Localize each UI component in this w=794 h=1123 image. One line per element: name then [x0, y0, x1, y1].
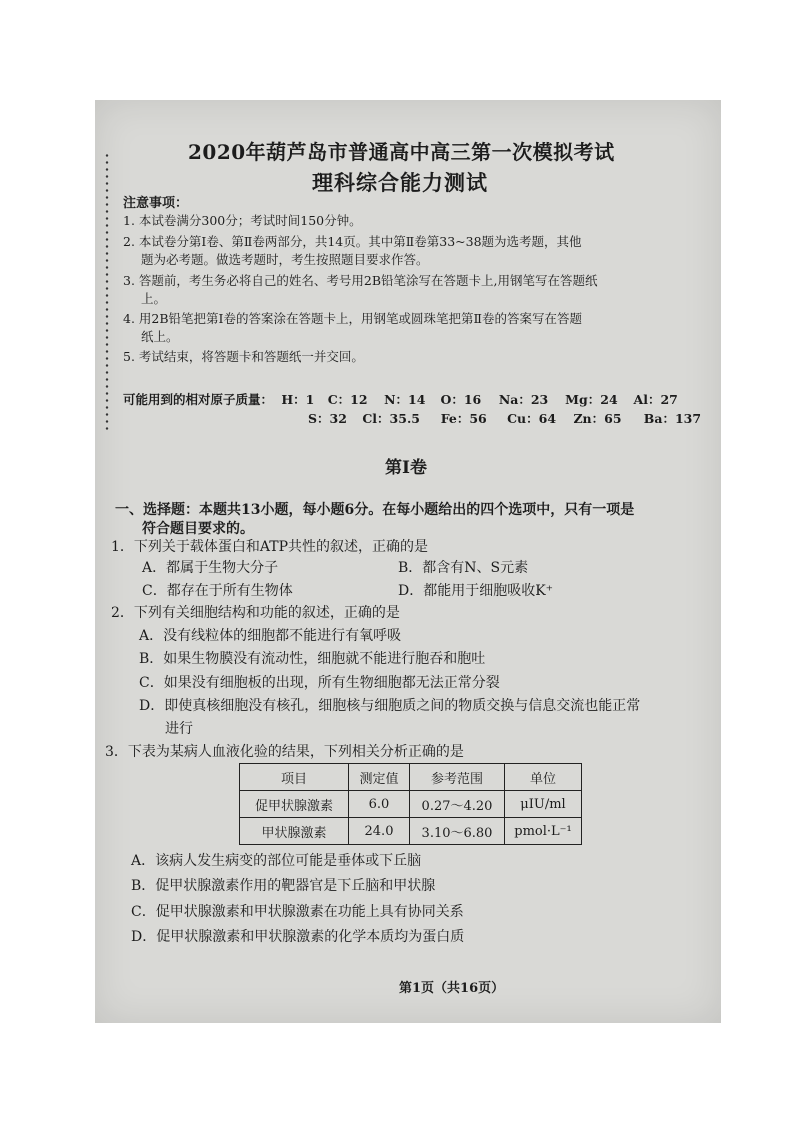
question-2-option-b: B．如果生物膜没有流动性，细胞就不能进行胞吞和胞吐: [139, 651, 486, 667]
question-2-option-a: A．没有线粒体的细胞都不能进行有氧呼吸: [139, 628, 402, 644]
atomic-masses-row1: [123, 390, 678, 408]
exam-title: 2020年葫芦岛市普通高中高三第一次模拟考试: [188, 140, 615, 164]
blood-test-table: [239, 763, 582, 845]
note-item: 1. 本试卷满分300分；考试时间150分钟。: [123, 213, 362, 228]
note-item: 纸上。: [141, 329, 179, 344]
table-cell: μIU/ml: [505, 791, 582, 818]
mass-value: H：1: [281, 392, 315, 407]
question-2-option-c: C．如果没有细胞板的出现，所有生物细胞都无法正常分裂: [139, 675, 500, 691]
exam-paper: [95, 100, 721, 1023]
mass-value: Cl：35.5: [362, 411, 421, 426]
question-3-option-c: C．促甲状腺激素和甲状腺激素在功能上具有协同关系: [131, 904, 464, 920]
table-cell: 甲状腺激素: [240, 818, 349, 845]
table-cell: 3.10～6.80: [410, 818, 505, 845]
note-item: 5. 考试结束，将答题卡和答题纸一并交回。: [123, 349, 364, 364]
mass-value: Fe：56: [440, 411, 487, 426]
question-2-option-d-cont: 进行: [165, 721, 193, 737]
table-cell: 6.0: [349, 791, 410, 818]
question-1-option-a: A．都属于生物大分子: [142, 560, 279, 576]
notes-heading: 注意事项：: [123, 196, 189, 211]
question-3-option-a: A．该病人发生病变的部位可能是垂体或下丘脑: [131, 853, 422, 869]
instructions-line1: 一、选择题：本题共13小题，每小题6分。在每小题给出的四个选项中，只有一项是: [115, 502, 635, 518]
question-1-option-d: D．都能用于细胞吸收K⁺: [398, 583, 554, 599]
atomic-masses-label: 可能用到的相对原子质量：: [123, 392, 274, 407]
table-cell: 24.0: [349, 818, 410, 845]
question-3-option-d: D．促甲状腺激素和甲状腺激素的化学本质均为蛋白质: [131, 929, 465, 945]
page-footer: 第1页（共16页）: [399, 981, 505, 996]
question-2-stem: 2．下列有关细胞结构和功能的叙述，正确的是: [111, 605, 400, 621]
question-3-option-b: B．促甲状腺激素作用的靶器官是下丘脑和甲状腺: [131, 878, 436, 894]
exam-subtitle: 理科综合能力测试: [312, 170, 488, 195]
question-1-option-c: C．都存在于所有生物体: [142, 583, 293, 599]
table-cell: 0.27～4.20: [410, 791, 505, 818]
mass-value: O：16: [440, 392, 482, 407]
table-header-row: [240, 764, 582, 791]
mass-value: N：14: [384, 392, 426, 407]
note-item: 3. 答题前，考生务必将自己的姓名、考号用2B铅笔涂写在答题卡上,用钢笔写在答题纸: [123, 273, 598, 288]
note-item: 上。: [141, 291, 167, 306]
section-title: 第Ⅰ卷: [385, 458, 427, 478]
table-row: [240, 791, 582, 818]
atomic-masses-row2: [308, 409, 701, 427]
mass-value: Cu：64: [507, 411, 557, 426]
table-row: [240, 818, 582, 845]
question-3-stem: 3．下表为某病人血液化验的结果，下列相关分析正确的是: [105, 744, 464, 760]
mass-value: Ba：137: [643, 411, 702, 426]
table-header: 参考范围: [410, 764, 505, 791]
question-1-option-b: B．都含有N、S元素: [398, 560, 529, 576]
note-item: 4. 用2B铅笔把第Ⅰ卷的答案涂在答题卡上，用钢笔或圆珠笔把第Ⅱ卷的答案写在答题: [123, 311, 582, 326]
mass-value: Zn：65: [573, 411, 622, 426]
table-cell: 促甲状腺激素: [240, 791, 349, 818]
table-header: 项目: [240, 764, 349, 791]
binding-line: [105, 152, 109, 432]
mass-value: Al：27: [633, 392, 678, 407]
note-item: 题为必考题。做选考题时，考生按照题目要求作答。: [141, 252, 429, 267]
table-cell: pmol·L⁻¹: [505, 818, 582, 845]
question-2-option-d: D．即使真核细胞没有核孔，细胞核与细胞质之间的物质交换与信息交流也能正常: [139, 698, 641, 714]
instructions-line2: 符合题目要求的。: [142, 521, 254, 537]
mass-value: Mg：24: [565, 392, 618, 407]
mass-value: Na：23: [498, 392, 549, 407]
note-item: 2. 本试卷分第Ⅰ卷、第Ⅱ卷两部分，共14页。其中第Ⅱ卷第33~38题为选考题，其他: [123, 234, 582, 249]
mass-value: C：12: [327, 392, 368, 407]
question-1-stem: 1．下列关于载体蛋白和ATP共性的叙述，正确的是: [111, 539, 429, 555]
table-header: 单位: [505, 764, 582, 791]
mass-value: S：32: [308, 411, 347, 426]
table-header: 测定值: [349, 764, 410, 791]
